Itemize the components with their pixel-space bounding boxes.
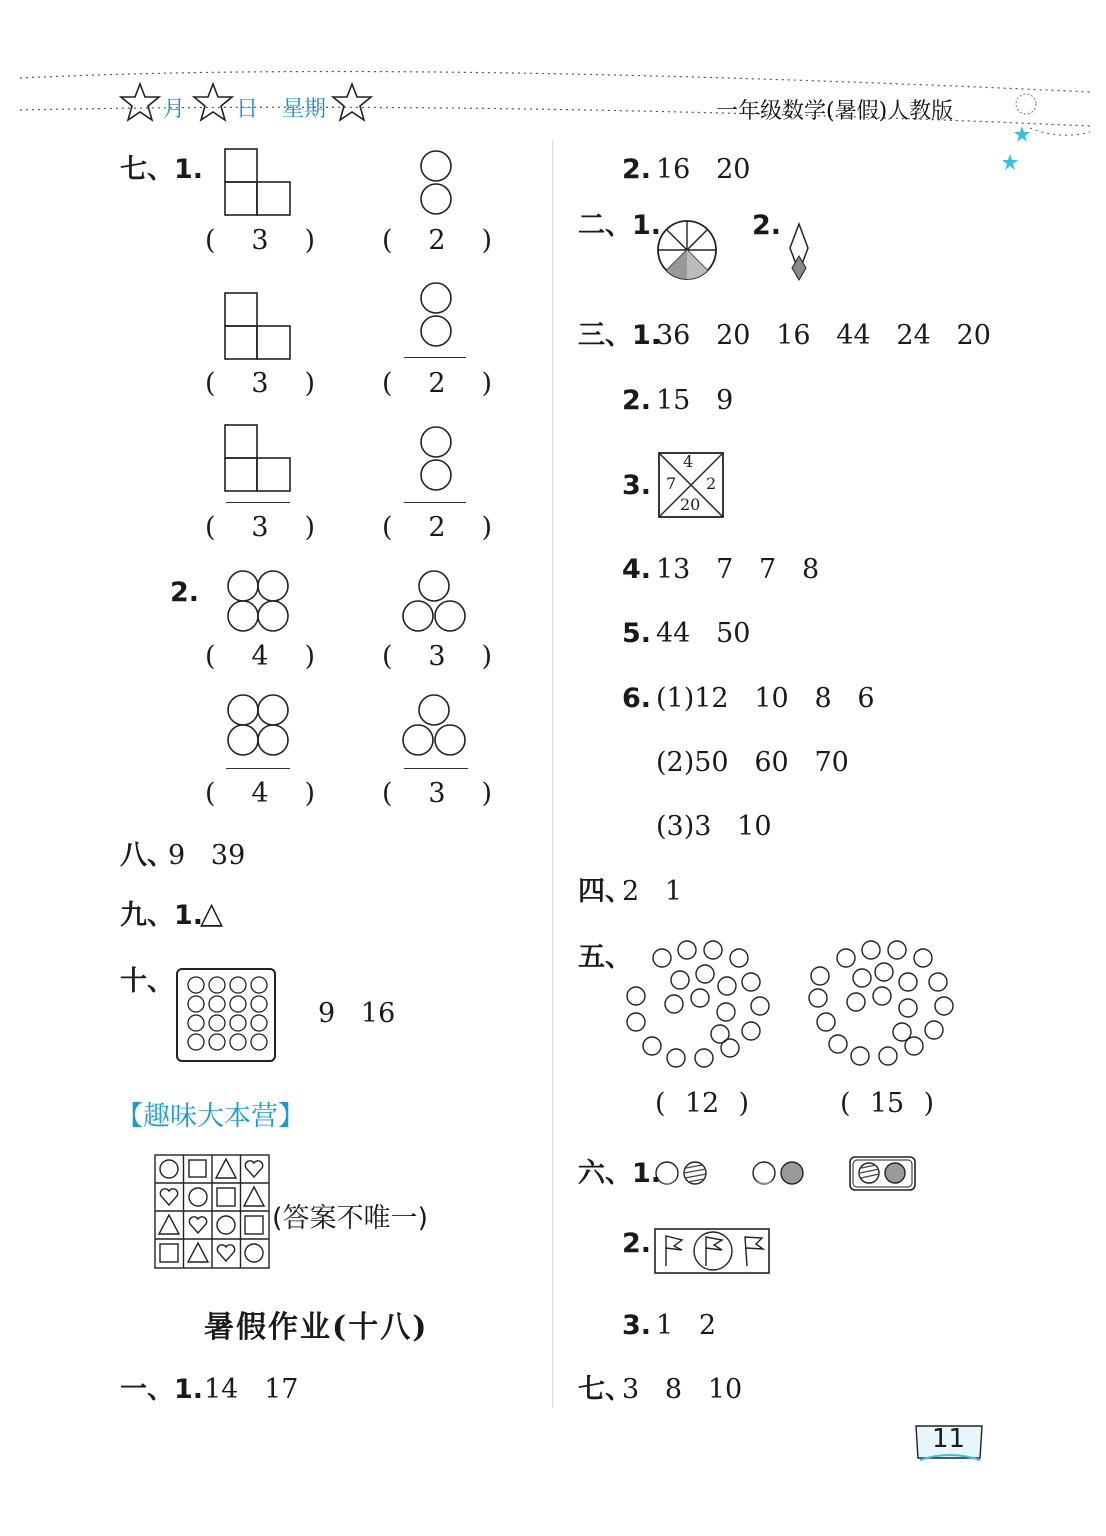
answer-value: 3 xyxy=(251,368,269,399)
r-s2-label-2: 2. xyxy=(752,210,782,241)
section-10-answer: 9 16 xyxy=(318,998,396,1029)
three-circles-shape xyxy=(400,570,470,636)
r-s3-q1-label: 三、1. xyxy=(578,320,662,351)
four-circles-shape xyxy=(226,694,292,760)
r-s3-q6-label: 6. xyxy=(622,683,652,714)
section-10-label: 十、 xyxy=(120,966,174,997)
answer-box: ( 15 ) xyxy=(840,1088,934,1119)
r-s3-q4-label: 4. xyxy=(622,554,652,585)
boxed-ball-pair-icon xyxy=(849,1156,917,1192)
block-shape xyxy=(224,292,294,362)
answer-value: 2 xyxy=(428,368,446,399)
circle-stack-shape xyxy=(418,426,458,496)
circle-stack-shape xyxy=(418,150,458,220)
ball-pair-icon xyxy=(752,1160,810,1188)
homework-title: 暑假作业(十八) xyxy=(204,1310,429,1345)
answer-value: 2 xyxy=(428,225,446,256)
r-s3-q6-a: (1)12 10 8 6 xyxy=(656,683,875,714)
baseline-rule xyxy=(226,768,290,769)
three-circles-shape xyxy=(400,694,470,760)
r-s5-label: 五、 xyxy=(578,942,632,973)
answer-value: 2 xyxy=(428,512,446,543)
r-s7-answer: 3 8 10 xyxy=(622,1374,743,1405)
kite-shape xyxy=(788,222,814,282)
r-s4-label: 四、 xyxy=(578,876,632,907)
r-s3-q5-label: 5. xyxy=(622,618,652,649)
ball-pair-icon xyxy=(655,1160,713,1188)
answer-box: ( 3 ) xyxy=(382,778,492,809)
section-9-answer: △ xyxy=(200,896,224,931)
answer-box: ( 12 ) xyxy=(655,1088,749,1119)
r-s3-q6-c: (3)3 10 xyxy=(656,811,772,842)
r-s2-label-1: 二、1. xyxy=(578,210,662,241)
star-icon xyxy=(193,82,233,122)
answer-box: ( 3 ) xyxy=(205,368,315,399)
date-day: 日 xyxy=(236,97,259,122)
spiral-circles-right xyxy=(804,936,964,1086)
r-s3-q2-answer: 15 9 xyxy=(656,385,734,416)
r-s3-q2-label: 2. xyxy=(622,385,652,416)
baseline-rule xyxy=(404,357,466,358)
section-8-label: 八、 xyxy=(120,840,174,871)
r-s3-q1-answer: 36 20 16 44 24 20 xyxy=(656,320,991,351)
r-s6-q3-answer: 1 2 xyxy=(656,1310,717,1341)
r-s3-q3-label: 3. xyxy=(622,470,652,501)
circle-stack-shape xyxy=(418,282,458,352)
answer-value: 3 xyxy=(428,778,446,809)
answer-box: ( 3 ) xyxy=(382,641,492,672)
spiral-circles-left xyxy=(620,936,780,1086)
answer-box: ( 4 ) xyxy=(205,778,315,809)
r-s6-q2-label: 2. xyxy=(622,1228,652,1259)
answer-box: ( 3 ) xyxy=(205,225,315,256)
fun-section-title: 【趣味大本营】 xyxy=(116,1101,305,1132)
column-divider xyxy=(552,140,553,1408)
answer-box: ( 2 ) xyxy=(382,225,492,256)
diagram-top: 4 xyxy=(683,452,694,471)
block-shape xyxy=(224,148,294,218)
answer-box: ( 2 ) xyxy=(382,512,492,543)
baseline-rule xyxy=(404,502,466,503)
diagram-bottom: 20 xyxy=(680,495,701,514)
answer-value: 15 xyxy=(869,1088,905,1119)
r-s6-q3-label: 3. xyxy=(622,1310,652,1341)
book-title: 一年级数学(暑假)人教版 xyxy=(716,99,954,124)
question-2-label: 2. xyxy=(170,577,200,608)
r-s7-label: 七、 xyxy=(578,1374,632,1405)
r-s4-answer: 2 1 xyxy=(622,876,683,907)
block-shape xyxy=(224,424,294,494)
answer-value: 12 xyxy=(684,1088,720,1119)
answer-value: 3 xyxy=(428,641,446,672)
shape-puzzle-grid xyxy=(154,1154,272,1270)
section-1-answer: 14 17 xyxy=(204,1374,299,1405)
page-number: 11 xyxy=(932,1424,966,1454)
star-icon xyxy=(120,82,160,122)
section-9-label: 九、1. xyxy=(120,900,204,931)
section-1-label: 一、1. xyxy=(120,1374,204,1405)
answer-value: 4 xyxy=(251,641,269,672)
section-8-answer: 9 39 xyxy=(168,840,246,871)
diagram-left: 7 xyxy=(666,474,677,493)
four-circles-shape xyxy=(226,570,292,636)
baseline-rule xyxy=(226,502,290,503)
decorative-stars-icon xyxy=(1000,96,1060,176)
section-7-label: 七、1. xyxy=(120,154,204,185)
flags-box-icon xyxy=(654,1228,772,1276)
answer-value: 3 xyxy=(251,225,269,256)
date-month: 月 xyxy=(163,97,186,122)
answer-box: ( 2 ) xyxy=(382,368,492,399)
r-s6-q1-label: 六、1. xyxy=(578,1158,662,1189)
answer-box: ( 3 ) xyxy=(205,512,315,543)
circle-grid-box xyxy=(176,968,276,1062)
diagram-right: 2 xyxy=(706,474,717,493)
baseline-rule xyxy=(404,768,468,769)
r-q2-label: 2. xyxy=(622,154,652,185)
r-s3-q6-b: (2)50 60 70 xyxy=(656,747,849,778)
answer-box: ( 4 ) xyxy=(205,641,315,672)
answer-value: 3 xyxy=(251,512,269,543)
star-icon xyxy=(332,82,372,122)
fun-section-note: (答案不唯一) xyxy=(272,1203,429,1234)
shaded-circle-shape xyxy=(656,219,718,281)
answer-value: 4 xyxy=(251,778,269,809)
r-q2-answer: 16 20 xyxy=(656,154,751,185)
r-s3-q5-answer: 44 50 xyxy=(656,618,751,649)
date-weekday: 星期 xyxy=(282,97,327,122)
r-s3-q4-answer: 13 7 7 8 xyxy=(656,554,820,585)
